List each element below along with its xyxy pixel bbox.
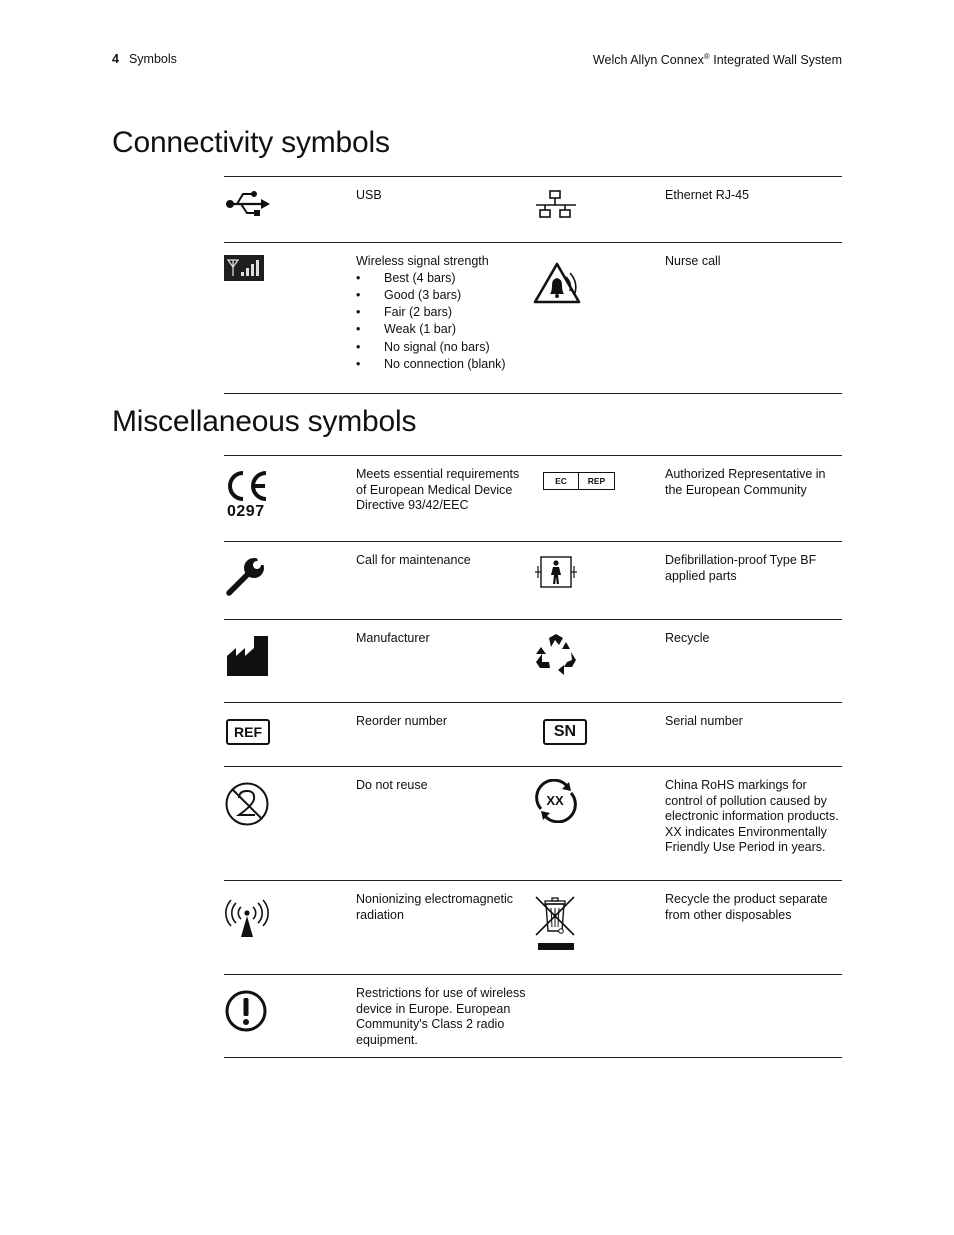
- wireless-title: Wireless signal strength: [356, 254, 489, 268]
- defib-icon-cell: [533, 542, 665, 619]
- empty-cell: [665, 975, 842, 1057]
- list-item: • Best (4 bars): [356, 270, 533, 287]
- wrench-icon: [224, 554, 268, 598]
- rohs-period-label: XX: [546, 793, 564, 808]
- table-row: [224, 177, 842, 243]
- usb-icon: [224, 189, 270, 219]
- recycle-label: Recycle: [665, 631, 710, 645]
- ce-description: Meets essential requirements of European Medical Device Directive 93/42/EEC: [356, 467, 520, 513]
- manufacturer-label: Manufacturer: [356, 631, 430, 645]
- recycle-icon-cell: [533, 620, 665, 702]
- authorized-rep-label: Authorized Representative in the European Community: [665, 467, 826, 497]
- doc-title: Welch Allyn Connex: [592, 53, 704, 68]
- nurse-call-icon-cell: [533, 243, 665, 393]
- do-not-reuse-icon-cell: [224, 767, 356, 880]
- radiation-label: Nonionizing electromagnetic radiation: [356, 892, 514, 922]
- misc-table: [224, 455, 842, 1058]
- registered-mark: ®: [703, 52, 710, 61]
- ce-notified-body-number: 0297: [227, 503, 265, 520]
- ref-label: REF: [234, 724, 262, 740]
- defib-proof-bf-icon: [533, 556, 579, 588]
- list-item: • Good (3 bars): [356, 287, 533, 304]
- table-row: [224, 767, 842, 881]
- page-header-right: [593, 52, 842, 67]
- table-row: [224, 243, 842, 394]
- nurse-call-icon: [533, 261, 585, 307]
- recycle-icon: [533, 632, 579, 676]
- ethernet-icon-cell: [533, 177, 665, 242]
- list-item: • Weak (1 bar): [356, 321, 533, 338]
- usb-icon-cell: [224, 177, 356, 242]
- sn-label: SN: [553, 723, 577, 740]
- ref-icon-cell: [224, 703, 356, 766]
- section-name: Symbols: [128, 52, 177, 66]
- rep-label: REP: [587, 476, 606, 486]
- table-row: [224, 542, 842, 620]
- radiation-icon-cell: [224, 881, 356, 974]
- usb-label: USB: [356, 188, 382, 202]
- table-row: [224, 456, 842, 542]
- weee-icon-cell: [533, 881, 665, 974]
- list-item: • No connection (blank): [356, 356, 533, 373]
- serial-number-icon: [543, 719, 587, 745]
- wireless-levels-list: [356, 270, 533, 374]
- ec-label: EC: [544, 473, 579, 489]
- exclamation-circle-icon: [224, 989, 270, 1035]
- ec-rep-icon-cell: [533, 456, 665, 541]
- manufacturer-icon: [224, 632, 270, 678]
- table-row: [224, 620, 842, 703]
- alert-icon-cell: [224, 975, 356, 1057]
- do-not-reuse-label: Do not reuse: [356, 778, 428, 792]
- nonionizing-radiation-icon: [224, 899, 270, 939]
- ethernet-icon: [533, 189, 579, 219]
- restrictions-label: Restrictions for use of wireless device in Europe. European Community's Class 2 radio equipment.: [356, 986, 526, 1047]
- nurse-call-label: Nurse call: [665, 254, 721, 268]
- wireless-description: [356, 243, 533, 393]
- weee-label: Recycle the product separate from other disposables: [665, 892, 828, 922]
- maintenance-label: Call for maintenance: [356, 553, 471, 567]
- reorder-label: Reorder number: [356, 714, 448, 728]
- misc-heading: Miscellaneous symbols: [112, 405, 417, 438]
- list-item: • Fair (2 bars): [356, 304, 533, 321]
- list-item: • No signal (no bars): [356, 339, 533, 356]
- table-row: [224, 975, 842, 1058]
- ce-icon-cell: [224, 456, 356, 541]
- sn-icon-cell: [533, 703, 665, 766]
- serial-label: Serial number: [665, 714, 743, 728]
- do-not-reuse-icon: [224, 781, 270, 827]
- ethernet-label: Ethernet RJ-45: [665, 188, 750, 202]
- ec-rep-icon: [543, 472, 615, 490]
- wireless-icon-cell: [224, 243, 356, 393]
- table-row: [224, 703, 842, 767]
- china-rohs-icon-cell: [533, 767, 665, 880]
- page-number: 4: [112, 52, 119, 66]
- ref-icon: [226, 719, 270, 745]
- doc-title-rest: Integrated Wall System: [709, 53, 842, 68]
- wrench-icon-cell: [224, 542, 356, 619]
- weee-crossed-bin-icon: [533, 895, 579, 953]
- connectivity-table: [224, 176, 842, 394]
- connectivity-heading: Connectivity symbols: [112, 126, 390, 159]
- empty-cell: [533, 975, 665, 1057]
- china-rohs-label: China RoHS markings for control of pollution caused by electronic information products. XX indicates Environmentally Friendly Use Period in years.: [665, 778, 839, 855]
- china-rohs-icon: [533, 779, 579, 823]
- wireless-signal-icon: [224, 255, 264, 281]
- manufacturer-icon-cell: [224, 620, 356, 702]
- defib-label: Defibrillation-proof Type BF applied parts: [665, 553, 817, 583]
- table-row: [224, 881, 842, 975]
- page-header-left: [112, 52, 177, 66]
- ce-mark-icon: [224, 468, 270, 504]
